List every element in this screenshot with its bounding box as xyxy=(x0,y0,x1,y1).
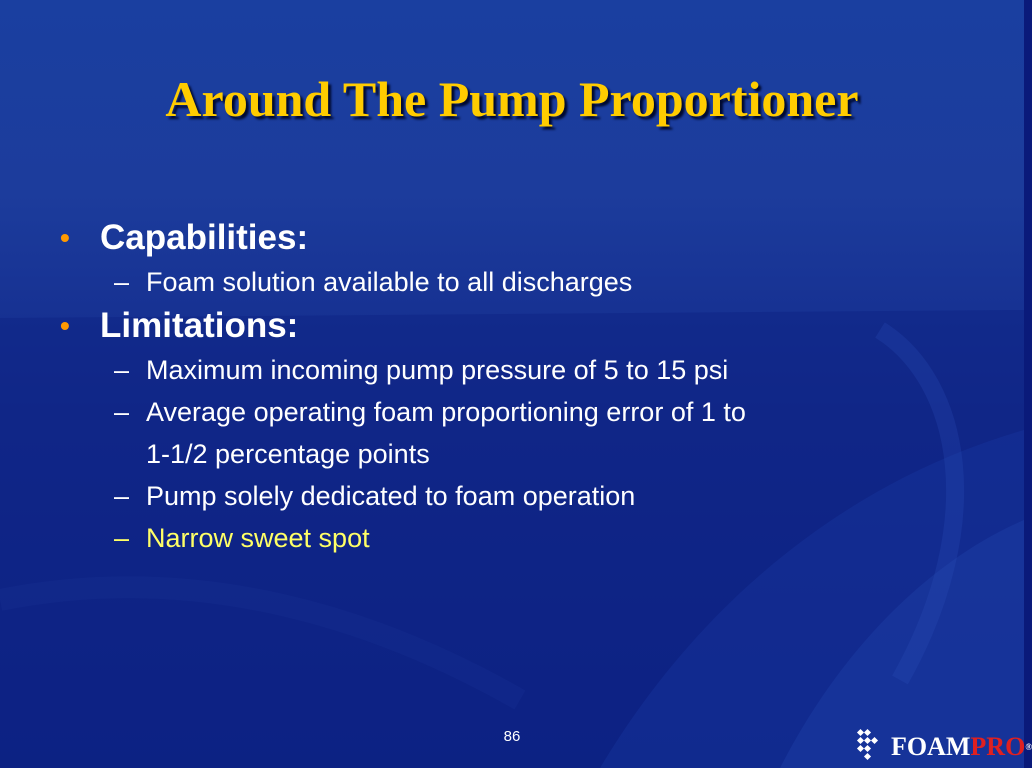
bullet-dot-icon: • xyxy=(60,310,70,341)
sub-bullet-text-continued: 1-1/2 percentage points xyxy=(146,439,430,469)
dash-icon: – xyxy=(114,523,130,553)
bullet-capabilities xyxy=(60,215,960,261)
bullet-dot-icon: • xyxy=(60,222,70,253)
dash-icon: – xyxy=(114,267,130,297)
slide-title: Around The Pump Proportioner xyxy=(165,71,859,127)
sub-bullet xyxy=(60,261,960,303)
page-number: 86 xyxy=(503,728,521,745)
sub-bullet-text: Narrow sweet spot xyxy=(146,523,370,553)
bullet-list xyxy=(60,215,960,559)
bullet-heading: Capabilities: xyxy=(100,218,309,257)
sub-bullet-text: Maximum incoming pump pressure of 5 to 15 psi xyxy=(146,355,729,385)
sub-bullet xyxy=(60,475,960,517)
foampro-logo xyxy=(855,722,1032,762)
foampro-diamond-logo-icon xyxy=(855,726,885,762)
sub-bullet-highlighted xyxy=(60,517,960,559)
sub-bullet-text: Average operating foam proportioning error of 1 to xyxy=(146,397,746,427)
sub-bullet xyxy=(60,349,960,391)
logo-foam-text: FOAM xyxy=(891,732,971,761)
dash-icon: – xyxy=(114,481,130,511)
sub-bullet-text: Pump solely dedicated to foam operation xyxy=(146,481,636,511)
dash-icon: – xyxy=(114,355,130,385)
sub-bullet xyxy=(60,391,960,475)
bullet-heading: Limitations: xyxy=(100,306,299,345)
bullet-limitations xyxy=(60,303,960,349)
dash-icon: – xyxy=(114,397,130,427)
sub-bullet-text: Foam solution available to all discharges xyxy=(146,267,633,297)
logo-pro-text: PRO xyxy=(970,732,1026,761)
registered-mark: ® xyxy=(1025,742,1032,752)
foampro-wordmark xyxy=(891,732,1032,762)
